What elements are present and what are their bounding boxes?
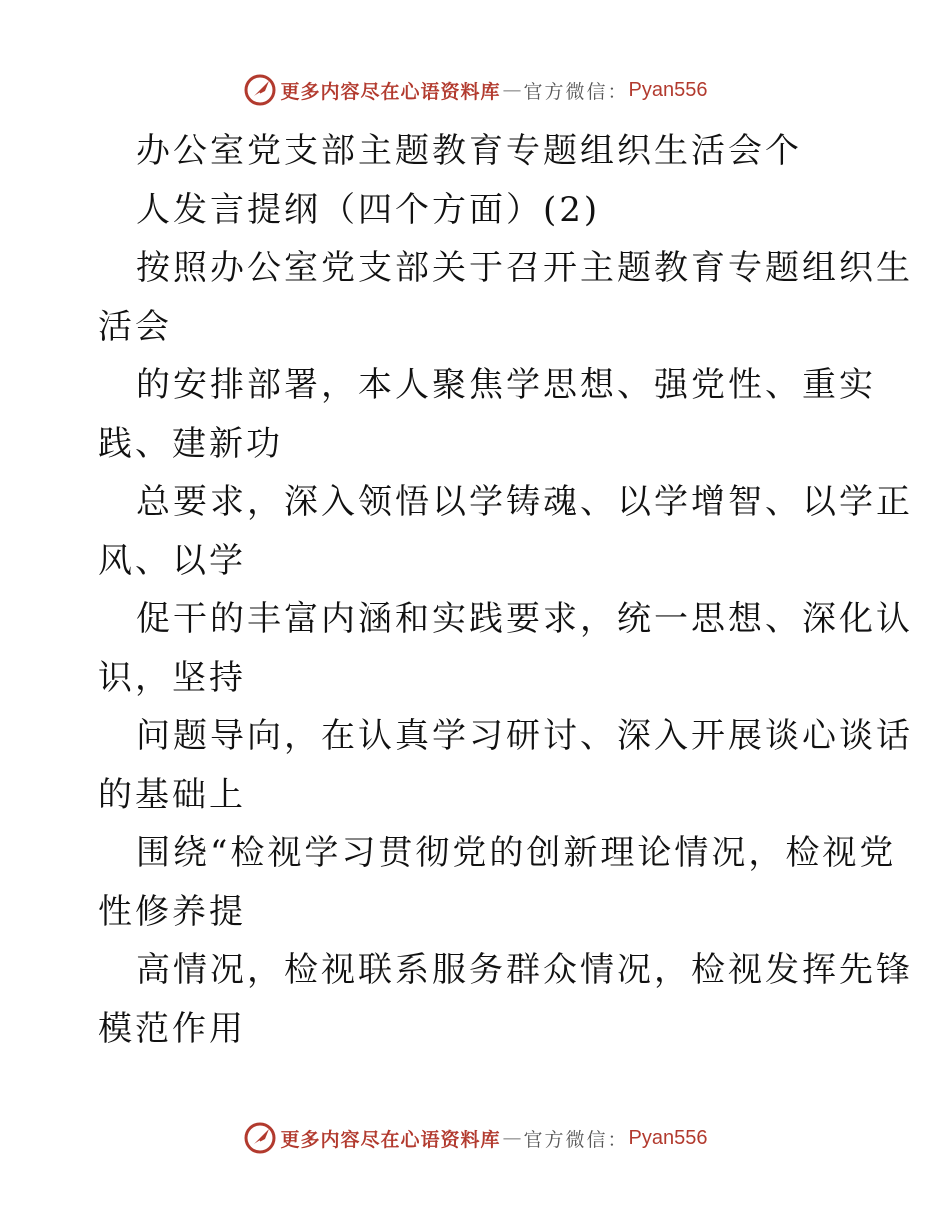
doc-line: 围绕“检视学习贯彻党的创新理论情况，检视党 — [136, 833, 897, 873]
doc-line: 按照办公室党支部关于召开主题教育专题组织生 — [136, 248, 913, 288]
doc-line: 人发言提纲（四个方面）(2) — [136, 189, 601, 230]
quill-logo-icon — [243, 73, 277, 107]
doc-line: 的安排部署，本人聚焦学思想、强党性、重实 — [136, 365, 876, 405]
banner-dash: — — [502, 1127, 522, 1149]
quill-logo-icon — [243, 1121, 277, 1155]
doc-line: 风、以学 — [98, 540, 246, 581]
banner-wechat-label: 官方微信： — [523, 80, 629, 103]
banner-wechat-id: Pyan556 — [628, 1126, 708, 1149]
doc-line: 识，坚持 — [98, 657, 246, 698]
banner-wechat-label: 官方微信： — [523, 1128, 629, 1151]
doc-line: 性修养提 — [98, 891, 246, 932]
doc-line: 办公室党支部主题教育专题组织生活会个 — [136, 131, 802, 171]
doc-line: 总要求，深入领悟以学铸魂、以学增智、以学正 — [136, 482, 913, 522]
doc-line: 问题导向，在认真学习研讨、深入开展谈心谈话 — [136, 716, 913, 756]
doc-line: 高情况，检视联系服务群众情况，检视发挥先锋 — [136, 950, 913, 990]
footer-banner — [0, 1118, 950, 1158]
doc-line: 的基础上 — [98, 774, 246, 815]
doc-line: 活会 — [98, 306, 172, 347]
banner-slogan: 更多内容尽在心语资料库 — [280, 80, 501, 103]
header-banner — [0, 70, 950, 110]
banner-slogan: 更多内容尽在心语资料库 — [280, 1128, 501, 1151]
doc-line: 践、建新功 — [98, 423, 283, 464]
banner-dash: — — [502, 79, 522, 101]
banner-wechat-id: Pyan556 — [628, 78, 708, 101]
document-body — [98, 122, 913, 1058]
doc-line: 促干的丰富内涵和实践要求，统一思想、深化认 — [136, 599, 913, 639]
doc-line: 模范作用 — [98, 1008, 246, 1049]
